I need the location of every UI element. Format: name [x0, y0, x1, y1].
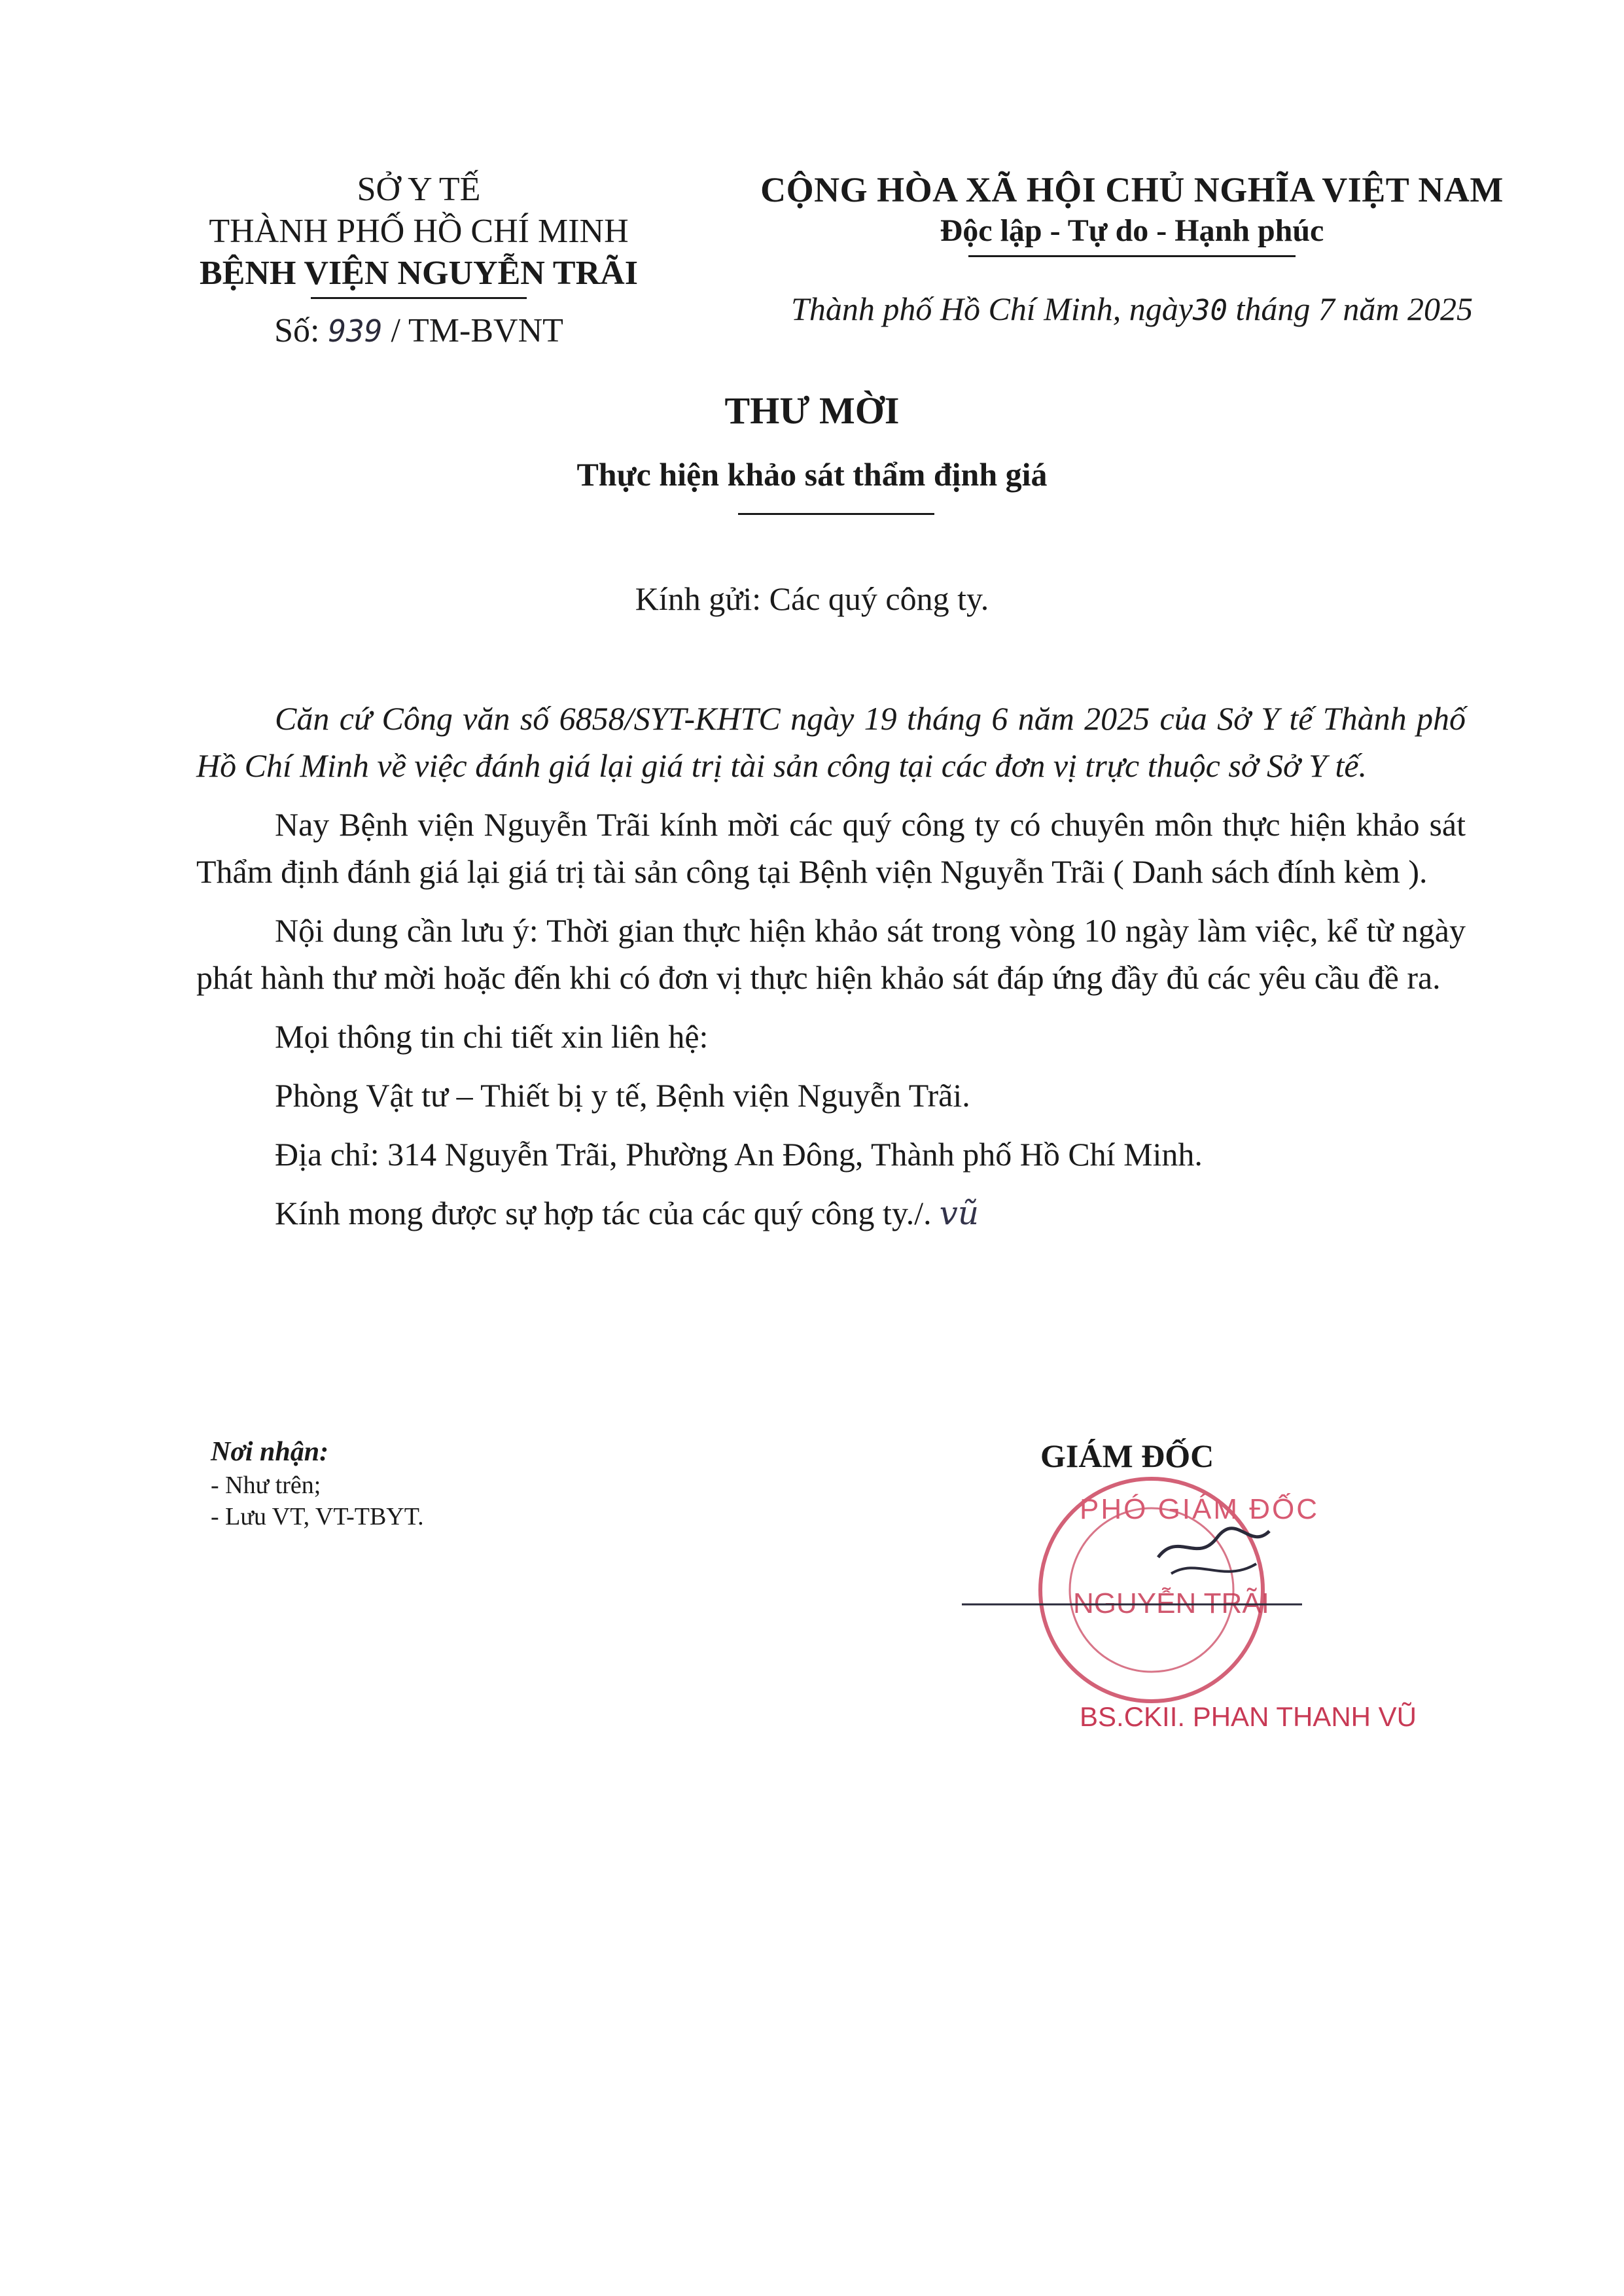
closing-text: Kính mong được sự hợp tác của các quý công ty./.	[275, 1195, 932, 1231]
paragraph-basis: Căn cứ Công văn số 6858/SYT-KHTC ngày 19 tháng 6 năm 2025 của Sở Y tế Thành phố Hồ Chí Minh về việc đánh giá lại giá trị tài sản công tại các đơn vị trực thuộc sở Sở Y tế.	[196, 700, 1466, 784]
motto-underline	[968, 255, 1296, 257]
document-number-label: Số:	[274, 312, 320, 349]
recipient-item: - Như trên;	[211, 1472, 321, 1499]
deputy-stamp-text: PHÓ GIÁM ĐỐC	[1080, 1493, 1320, 1525]
date-day: 30	[1192, 294, 1227, 327]
document-number-suffix: / TM-BVNT	[391, 312, 563, 349]
letter-body	[196, 695, 1466, 1248]
contact-department: Phòng Vật tư – Thiết bị y tế, Bệnh viện Nguyễn Trãi.	[275, 1077, 970, 1114]
signer-position: GIÁM ĐỐC	[1040, 1438, 1214, 1474]
issuer-city: THÀNH PHỐ HỒ CHÍ MINH	[209, 213, 629, 250]
subtitle-underline	[738, 513, 934, 515]
closing-line	[196, 1190, 1466, 1237]
signature-block	[962, 1433, 1420, 1732]
recipients-block	[211, 1434, 424, 1532]
handwritten-initials: vũ	[939, 1194, 980, 1232]
document-number-handwritten: 939	[328, 313, 383, 349]
issuer-block	[150, 169, 687, 354]
issuer-department: SỞ Y TẾ	[357, 171, 481, 208]
paragraph-note: Nội dung cần lưu ý: Thời gian thực hiện khảo sát trong vòng 10 ngày làm việc, kể từ ngày phát hành thư mời hoặc đến khi có đơn vị thực hiện khảo sát đáp ứng đầy đủ các yêu cầu đề ra.	[196, 912, 1466, 996]
date-suffix: tháng 7 năm 2025	[1235, 291, 1473, 327]
paragraph-invitation: Nay Bệnh viện Nguyễn Trãi kính mời các quý công ty có chuyên môn thực hiện khảo sát Thẩm định đánh giá lại giá trị tài sản công tại Bệnh viện Nguyễn Trãi ( Danh sách đính kèm ).	[196, 806, 1466, 890]
document-date	[733, 286, 1531, 334]
national-header	[733, 169, 1531, 334]
greeting: Kính gửi: Các quý công ty.	[635, 580, 989, 617]
issuer-underline	[311, 297, 527, 299]
letter-subtitle: Thực hiện khảo sát thẩm định giá	[576, 456, 1048, 493]
stamp-name: NGUYỄN TRÃI	[1073, 1587, 1269, 1619]
signer-name: BS.CKII. PHAN THANH VŨ	[1080, 1701, 1417, 1732]
recipient-item: - Lưu VT, VT-TBYT.	[211, 1503, 424, 1530]
letter-title: THƯ MỜI	[724, 389, 900, 432]
contact-intro: Mọi thông tin chi tiết xin liên hệ:	[275, 1018, 709, 1055]
contact-address: Địa chỉ: 314 Nguyễn Trãi, Phường An Đông, Thành phố Hồ Chí Minh.	[275, 1136, 1203, 1173]
national-title: CỘNG HÒA XÃ HỘI CHỦ NGHĨA VIỆT NAM	[760, 170, 1504, 209]
recipients-heading: Nơi nhận:	[211, 1437, 329, 1467]
issuer-hospital: BỆNH VIỆN NGUYỄN TRÃI	[200, 255, 638, 292]
date-prefix: Thành phố Hồ Chí Minh, ngày	[791, 291, 1193, 327]
national-motto: Độc lập - Tự do - Hạnh phúc	[940, 213, 1324, 248]
document-number	[150, 308, 687, 354]
